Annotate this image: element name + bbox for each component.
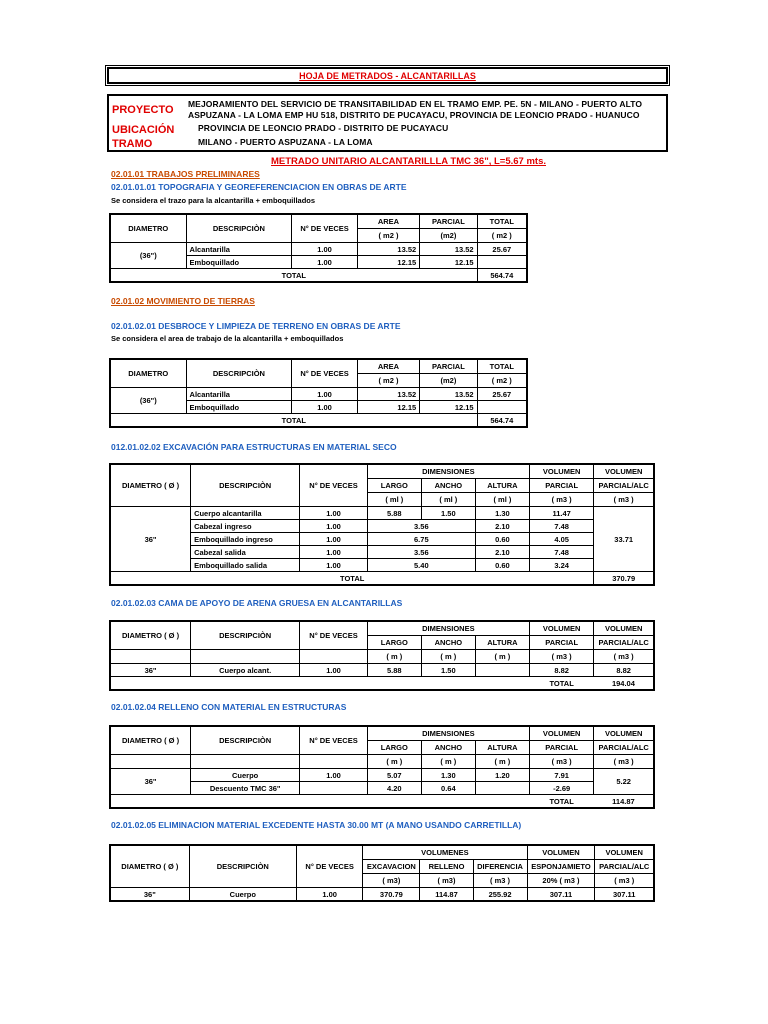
- cell-volumen: 4.05: [529, 533, 593, 546]
- col-header-parcial: PARCIAL: [420, 359, 477, 374]
- total-label: TOTAL: [549, 796, 574, 806]
- col-header-veces: N° DE VECES: [300, 464, 368, 507]
- ubicacion-label: UBICACIÓN: [112, 124, 175, 136]
- total-label: TOTAL: [110, 414, 477, 428]
- section-subheading: 02.01.02.04 RELLENO CON MATERIAL EN ESTRUCTURAS: [111, 702, 347, 712]
- cell-veces: [300, 782, 368, 795]
- cell-diametro: (36"): [110, 388, 186, 414]
- tramo-label: TRAMO: [112, 138, 153, 150]
- cell-largo: 5.88: [367, 664, 421, 677]
- cell-veces: 1.00: [300, 664, 368, 677]
- unit-veces: [300, 755, 368, 769]
- total-value: 114.87: [612, 796, 635, 806]
- col-header-altura: ALTURA: [475, 479, 529, 493]
- col-header-volumenes: VOLUMENES: [363, 845, 527, 860]
- col-header-total: TOTAL: [477, 214, 527, 229]
- cell-area: 12.15: [357, 401, 419, 414]
- col-header-parcial-alc: PARCIAL/ALC: [594, 741, 654, 755]
- unit-relleno: ( m3): [420, 874, 473, 888]
- unit-parcial: (m2): [420, 374, 477, 388]
- cell-descripcion: Descuento TMC 36": [191, 782, 300, 795]
- section-note: Se considera el area de trabajo de la alcantarilla + emboquillados: [111, 334, 344, 343]
- cell-altura: [475, 664, 529, 677]
- table-row: [110, 888, 654, 902]
- cell-descripcion: Cuerpo: [189, 888, 296, 902]
- cell-largo: 4.20: [367, 782, 421, 795]
- section-subheading: 02.01.01.01 TOPOGRAFIA Y GEOREFERENCIACION EN OBRAS DE ARTE: [111, 182, 407, 192]
- cell-total: [477, 401, 527, 414]
- unit-diametro: [110, 755, 191, 769]
- cell-veces: 1.00: [296, 888, 362, 902]
- col-header-largo: LARGO: [367, 741, 421, 755]
- cell-ancho: 1.30: [421, 769, 475, 782]
- table-row: [110, 559, 654, 572]
- cell-parcial: 12.15: [420, 401, 477, 414]
- total-value: 564.74: [477, 414, 527, 428]
- cell-largo: 3.56: [367, 520, 475, 533]
- col-header-esponjamiento: ESPONJAMIETO: [527, 860, 595, 874]
- col-header-diametro: DIAMETRO ( Ø ): [110, 464, 191, 507]
- unit-volumen-alc: ( m3 ): [594, 755, 654, 769]
- total-label: TOTAL: [110, 269, 477, 283]
- cell-veces: 1.00: [300, 533, 368, 546]
- total-value: 370.79: [594, 572, 654, 586]
- col-header-largo: LARGO: [367, 636, 421, 650]
- table-topografia: [109, 213, 528, 283]
- unit-largo: ( m ): [367, 650, 421, 664]
- cell-descripcion: Cuerpo alcantarilla: [191, 507, 300, 520]
- section-note: Se considera el trazo para la alcantarilla + emboquillados: [111, 196, 316, 205]
- section-heading: 02.01.02 MOVIMIENTO DE TIERRAS: [111, 296, 255, 306]
- unit-volumen: ( m3 ): [529, 650, 593, 664]
- unit-altura: ( m ): [475, 650, 529, 664]
- section-subheading: 02.01.02.01 DESBROCE Y LIMPIEZA DE TERRENO EN OBRAS DE ARTE: [111, 321, 401, 331]
- table-row: [110, 243, 527, 256]
- cell-veces: 1.00: [292, 388, 357, 401]
- section-heading: 02.01.01 TRABAJOS PRELIMINARES: [111, 169, 260, 179]
- total-row: [110, 414, 527, 428]
- table-row: [110, 782, 654, 795]
- table-row: [110, 546, 654, 559]
- unit-volumen: ( m3 ): [529, 755, 593, 769]
- cell-descripcion: Alcantarilla: [186, 243, 292, 256]
- cell-diametro: (36"): [110, 243, 186, 269]
- total-row: [110, 269, 527, 283]
- col-header-area: AREA: [357, 359, 419, 374]
- col-header-dimensiones: DIMENSIONES: [367, 464, 529, 479]
- cell-volumen: 11.47: [529, 507, 593, 520]
- col-header-ancho: ANCHO: [421, 741, 475, 755]
- project-info-box: [107, 94, 668, 152]
- cell-diametro: 36": [110, 888, 189, 902]
- cell-largo: 5.40: [367, 559, 475, 572]
- cell-descripcion: Emboquillado ingreso: [191, 533, 300, 546]
- col-header-volumen-alc: VOLUMEN: [595, 845, 654, 860]
- cell-volumen: 3.24: [529, 559, 593, 572]
- col-header-diferencia: DIFERENCIA: [473, 860, 527, 874]
- unit-altura: ( ml ): [475, 493, 529, 507]
- cell-diametro: 36": [110, 769, 191, 795]
- cell-descripcion: Emboquillado: [186, 401, 292, 414]
- cell-area: 12.15: [357, 256, 419, 269]
- col-header-veces: N° DE VECES: [300, 621, 368, 650]
- total-spacer: [110, 677, 529, 691]
- col-header-volumen: VOLUMEN: [529, 464, 593, 479]
- sheet-title-box: [107, 67, 668, 84]
- table-row: [110, 520, 654, 533]
- col-header-descripcion: DESCRIPCIÒN: [186, 214, 292, 243]
- table-row: [110, 507, 654, 520]
- col-header-altura: ALTURA: [475, 636, 529, 650]
- cell-relleno: 114.87: [420, 888, 473, 902]
- cell-total: 25.67: [477, 388, 527, 401]
- cell-volumen: 8.82: [529, 664, 593, 677]
- cell-descripcion: Alcantarilla: [186, 388, 292, 401]
- section-subheading: 02.01.02.03 CAMA DE APOYO DE ARENA GRUESA EN ALCANTARILLAS: [111, 598, 403, 608]
- unit-volumen-alc: ( m3 ): [594, 650, 654, 664]
- unit-descripcion: [191, 650, 300, 664]
- cell-altura: 2.10: [475, 520, 529, 533]
- unit-volumen-alc: ( m3 ): [594, 493, 654, 507]
- cell-total: [477, 256, 527, 269]
- cell-ancho: 0.64: [421, 782, 475, 795]
- cell-volumen-alc: 33.71: [594, 507, 654, 572]
- total-label: TOTAL: [110, 572, 594, 586]
- table-excavacion: [109, 463, 655, 586]
- cell-altura: 2.10: [475, 546, 529, 559]
- col-header-diametro: DIAMETRO ( Ø ): [110, 621, 191, 650]
- proyecto-line-1: MEJORAMIENTO DEL SERVICIO DE TRANSITABILIDAD EN EL TRAMO EMP. PE. 5N - MILANO - PUERTO ALTO: [188, 99, 643, 109]
- col-header-volumen-alc: VOLUMEN: [594, 464, 654, 479]
- cell-altura: 1.30: [475, 507, 529, 520]
- unit-parcial: (m2): [420, 229, 477, 243]
- cell-altura: 0.60: [475, 533, 529, 546]
- table-row: [110, 769, 654, 782]
- cell-altura: [475, 782, 529, 795]
- col-header-dimensiones: DIMENSIONES: [367, 621, 529, 636]
- col-header-parcial: PARCIAL: [529, 741, 593, 755]
- col-header-parcial-alc: PARCIAL/ALC: [594, 479, 654, 493]
- unit-total: ( m2 ): [477, 229, 527, 243]
- unit-total: ( m2 ): [477, 374, 527, 388]
- cell-excavacion: 370.79: [363, 888, 420, 902]
- total-row: [110, 795, 654, 809]
- cell-largo: 3.56: [367, 546, 475, 559]
- col-header-volumen-alc: VOLUMEN: [594, 726, 654, 741]
- cell-diametro: 36": [110, 664, 191, 677]
- proyecto-label: PROYECTO: [112, 104, 174, 116]
- table-row: [110, 388, 527, 401]
- unit-volumen-alc: ( m3 ): [595, 874, 654, 888]
- total-row: [110, 572, 654, 586]
- col-header-volumen: VOLUMEN: [529, 726, 593, 741]
- cell-largo: 6.75: [367, 533, 475, 546]
- col-header-descripcion: DESCRIPCIÒN: [191, 464, 300, 507]
- section-subheading: 012.01.02.02 EXCAVACIÓN PARA ESTRUCTURAS EN MATERIAL SECO: [111, 442, 397, 452]
- cell-veces: 1.00: [300, 507, 368, 520]
- unit-diametro: [110, 650, 191, 664]
- col-header-descripcion: DESCRIPCIÒN: [191, 726, 300, 755]
- table-relleno: [109, 725, 655, 809]
- cell-altura: 1.20: [475, 769, 529, 782]
- cell-esponjamiento: 307.11: [527, 888, 595, 902]
- cell-descripcion: Cabezal ingreso: [191, 520, 300, 533]
- cell-diferencia: 255.92: [473, 888, 527, 902]
- unit-altura: ( m ): [475, 755, 529, 769]
- col-header-descripcion: DESCRIPCIÒN: [189, 845, 296, 888]
- unit-largo: ( ml ): [367, 493, 421, 507]
- cell-volumen: -2.69: [529, 782, 593, 795]
- total-spacer: [110, 795, 529, 809]
- col-header-parcial: PARCIAL: [420, 214, 477, 229]
- unit-volumen: ( m3 ): [529, 493, 593, 507]
- unit-ancho: ( m ): [421, 755, 475, 769]
- unit-area: ( m2 ): [357, 229, 419, 243]
- col-header-diametro: DIAMETRO: [110, 214, 186, 243]
- cell-volumen-alc: 8.82: [594, 664, 654, 677]
- proyecto-line-2: ASPUZANA - LA LOMA EMP HU 518, DISTRITO DE PUCAYACU, PROVINCIA DE LEONCIO PRADO - HUANUCO: [188, 110, 640, 120]
- unit-area: ( m2 ): [357, 374, 419, 388]
- unit-largo: ( m ): [367, 755, 421, 769]
- cell-veces: 1.00: [300, 520, 368, 533]
- col-header-ancho: ANCHO: [421, 479, 475, 493]
- cell-largo: 5.88: [367, 507, 421, 520]
- col-header-relleno: RELLENO: [420, 860, 473, 874]
- col-header-veces: N° DE VECES: [292, 359, 357, 388]
- cell-area: 13.52: [357, 388, 419, 401]
- total-label: TOTAL: [549, 678, 574, 688]
- col-header-veces: N° DE VECES: [292, 214, 357, 243]
- unit-diferencia: ( m3 ): [473, 874, 527, 888]
- col-header-parcial-alc: PARCIAL/ALC: [594, 636, 654, 650]
- cell-veces: 1.00: [300, 559, 368, 572]
- col-header-dimensiones: DIMENSIONES: [367, 726, 529, 741]
- unit-esponjamiento: 20% ( m3 ): [527, 874, 595, 888]
- cell-parcial: 13.52: [420, 388, 477, 401]
- col-header-largo: LARGO: [367, 479, 421, 493]
- col-header-parcial: PARCIAL: [529, 479, 593, 493]
- cell-volumen-alc: 5.22: [594, 769, 654, 795]
- cell-volumen-alc: 307.11: [595, 888, 654, 902]
- col-header-volumen: VOLUMEN: [527, 845, 595, 860]
- col-header-total: TOTAL: [477, 359, 527, 374]
- tramo-value: MILANO - PUERTO ASPUZANA - LA LOMA: [198, 137, 373, 147]
- cell-descripcion: Emboquillado: [186, 256, 292, 269]
- cell-altura: 0.60: [475, 559, 529, 572]
- unit-excavacion: ( m3): [363, 874, 420, 888]
- col-header-diametro: DIAMETRO ( Ø ): [110, 726, 191, 755]
- col-header-volumen: VOLUMEN: [529, 621, 593, 636]
- col-header-parcial-alc: PARCIAL/ALC: [595, 860, 654, 874]
- col-header-parcial: PARCIAL: [529, 636, 593, 650]
- cell-veces: 1.00: [292, 401, 357, 414]
- cell-veces: 1.00: [292, 243, 357, 256]
- cell-area: 13.52: [357, 243, 419, 256]
- col-header-diametro: DIAMETRO ( Ø ): [110, 845, 189, 888]
- col-header-veces: N° DE VECES: [296, 845, 362, 888]
- col-header-descripcion: DESCRIPCIÒN: [186, 359, 292, 388]
- ubicacion-value: PROVINCIA DE LEONCIO PRADO - DISTRITO DE PUCAYACU: [198, 123, 449, 133]
- total-value: 194.04: [611, 678, 635, 688]
- cell-volumen: 7.91: [529, 769, 593, 782]
- col-header-excavacion: EXCAVACION: [363, 860, 420, 874]
- col-header-veces: N° DE VECES: [300, 726, 368, 755]
- cell-ancho: 1.50: [421, 507, 475, 520]
- metrado-title: METRADO UNITARIO ALCANTARILLLA TMC 36", L=5.67 mts.: [271, 156, 546, 167]
- sheet-title: HOJA DE METRADOS - ALCANTARILLAS: [299, 70, 476, 81]
- section-subheading: 02.01.02.05 ELIMINACION MATERIAL EXCEDENTE HASTA 30.00 MT (A MANO USANDO CARRETILLA): [111, 820, 522, 830]
- cell-total: 25.67: [477, 243, 527, 256]
- cell-parcial: 13.52: [420, 243, 477, 256]
- cell-descripcion: Cabezal salida: [191, 546, 300, 559]
- cell-descripcion: Cuerpo alcant.: [191, 664, 300, 677]
- cell-descripcion: Emboquillado salida: [191, 559, 300, 572]
- cell-parcial: 12.15: [420, 256, 477, 269]
- cell-diametro: 36": [110, 507, 191, 572]
- cell-veces: 1.00: [292, 256, 357, 269]
- cell-descripcion: Cuerpo: [191, 769, 300, 782]
- col-header-altura: ALTURA: [475, 741, 529, 755]
- cell-largo: 5.07: [367, 769, 421, 782]
- table-desbroce: [109, 358, 528, 428]
- cell-veces: 1.00: [300, 546, 368, 559]
- total-value: 564.74: [477, 269, 527, 283]
- col-header-descripcion: DESCRIPCIÒN: [191, 621, 300, 650]
- table-eliminacion: [109, 844, 655, 902]
- col-header-area: AREA: [357, 214, 419, 229]
- cell-volumen: 7.48: [529, 546, 593, 559]
- unit-veces: [300, 650, 368, 664]
- cell-volumen: 7.48: [529, 520, 593, 533]
- table-cama-apoyo: [109, 620, 655, 691]
- unit-ancho: ( m ): [421, 650, 475, 664]
- table-row: [110, 664, 654, 677]
- unit-descripcion: [191, 755, 300, 769]
- col-header-ancho: ANCHO: [421, 636, 475, 650]
- cell-ancho: 1.50: [421, 664, 475, 677]
- col-header-diametro: DIAMETRO: [110, 359, 186, 388]
- total-row: [110, 677, 654, 691]
- cell-veces: 1.00: [300, 769, 368, 782]
- unit-ancho: ( ml ): [421, 493, 475, 507]
- col-header-volumen-alc: VOLUMEN: [594, 621, 654, 636]
- table-row: [110, 533, 654, 546]
